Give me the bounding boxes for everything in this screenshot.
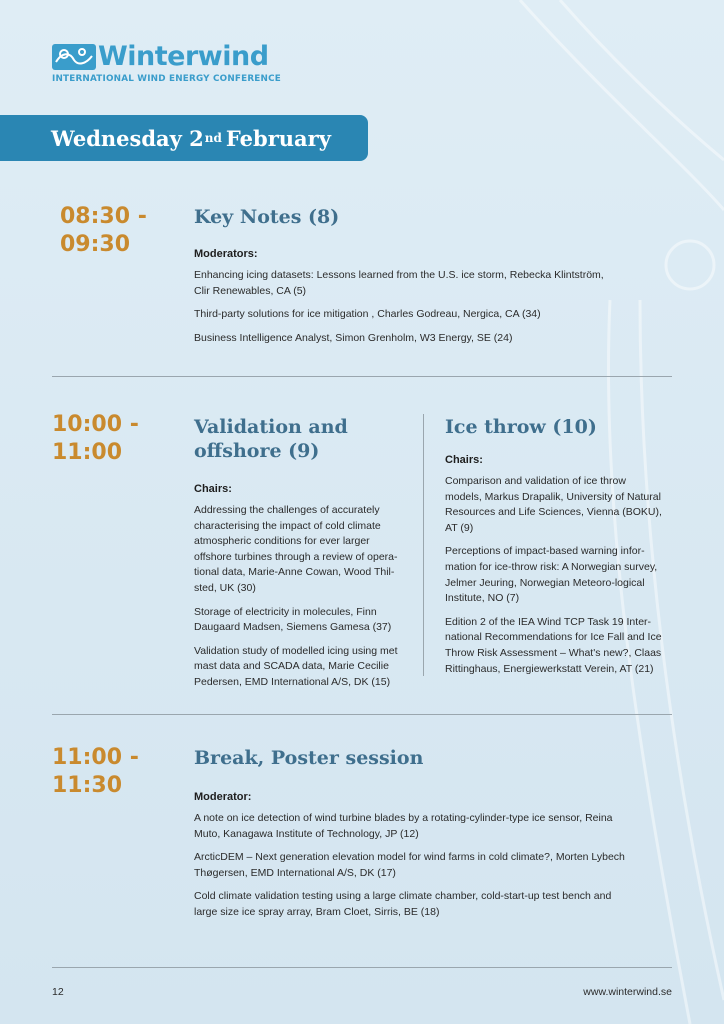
list-item: Edition 2 of the IEA Wind TCP Task 19 Inter-national Recommendations for Ice Fall and Ice Throw Risk Assessment – What's new?, Claas Rittinghaus, Energiewerkstatt Verein, AT (21) — [445, 615, 662, 675]
session-2-right-role-label: Chairs: — [445, 454, 483, 466]
list-item: Addressing the challenges of accurately characterising the impact of cold climate atmospheric conditions for ever larger offshore turbines through a review of opera-tional data, Marie-Anne Cowan, Wood Thil-sted, UK (30) — [194, 504, 398, 594]
session-1-role-label: Moderators: — [194, 248, 258, 260]
logo-subtitle: INTERNATIONAL WIND ENERGY CONFERENCE — [52, 74, 281, 84]
list-item: Storage of electricity in molecules, Finn Daugaard Madsen, Siemens Gamesa (37) — [194, 605, 392, 634]
conference-logo — [52, 42, 281, 84]
session-1-time-start: 08:30 - — [60, 204, 147, 229]
session-1-items — [194, 268, 614, 354]
day-banner — [0, 115, 368, 161]
list-item: A note on ice detection of wind turbine blades by a rotating-cylinder-type ice sensor, Reina Muto, Kanagawa Institute of Technology, JP (12) — [194, 812, 613, 840]
session-2-left-title — [194, 415, 348, 463]
session-2-right-title: Ice throw (10) — [445, 416, 597, 438]
session-2-time-end: 11:00 — [52, 440, 123, 465]
session-1-title: Key Notes (8) — [194, 206, 340, 228]
list-item: Comparison and validation of ice throw models, Markus Drapalik, University of Natural Resources and Life Sciences, Vienna (BOKU), AT (9) — [445, 475, 662, 534]
session-3-time-end: 11:30 — [52, 773, 123, 798]
session-3-time-start: 11:00 - — [52, 745, 139, 770]
snow-wave-icon — [52, 42, 96, 72]
list-item: Enhancing icing datasets: Lessons learned from the U.S. ice storm, Rebecka Klintström, Clir Renewables, CA (5) — [194, 269, 604, 297]
session-1-time-end: 09:30 — [60, 232, 131, 257]
column-divider — [423, 414, 424, 676]
session-2-left-role-label: Chairs: — [194, 483, 232, 495]
session-1-time — [60, 203, 147, 259]
day-month: February — [225, 125, 331, 151]
day-prefix: Wednesday 2 — [51, 125, 204, 151]
list-item: Cold climate validation testing using a large climate chamber, cold-start-up test bench and large size ice spray array, Bram Cloet, Sirris, BE (18) — [194, 890, 612, 918]
list-item: Perceptions of impact-based warning infor-mation for ice-throw risk: A Norwegian survey, Jelmer Jeuring, Norwegian Meteoro-logical Institute, NO (7) — [445, 545, 658, 605]
section-divider — [52, 714, 672, 715]
day-ordinal-suffix: nd — [204, 131, 222, 145]
session-2-right-items — [445, 474, 665, 685]
session-2-left-title-line2: offshore (9) — [194, 440, 320, 462]
logo-title: Winterwind — [98, 41, 269, 72]
session-2-time — [52, 411, 139, 467]
page-number: 12 — [52, 986, 64, 998]
list-item: Third-party solutions for ice mitigation , Charles Godreau, Nergica, CA (34) — [194, 308, 541, 321]
website-link[interactable]: www.winterwind.se — [583, 986, 672, 998]
footer-divider — [52, 967, 672, 968]
session-3-title: Break, Poster session — [194, 747, 424, 769]
session-2-left-items — [194, 503, 406, 699]
list-item: Business Intelligence Analyst, Simon Grenholm, W3 Energy, SE (24) — [194, 331, 513, 344]
session-3-time — [52, 744, 139, 800]
list-item: ArcticDEM – Next generation elevation model for wind farms in cold climate?, Morten Lybech Thøgersen, EMD International A/S, DK (17) — [194, 851, 625, 879]
session-3-role-label: Moderator: — [194, 791, 252, 803]
session-2-time-start: 10:00 - — [52, 412, 139, 437]
session-2-left-title-line1: Validation and — [194, 416, 348, 438]
section-divider — [52, 376, 672, 377]
list-item: Validation study of modelled icing using met mast data and SCADA data, Marie Cecilie Pedersen, EMD International A/S, DK (15) — [194, 644, 398, 688]
session-3-items — [194, 811, 634, 929]
